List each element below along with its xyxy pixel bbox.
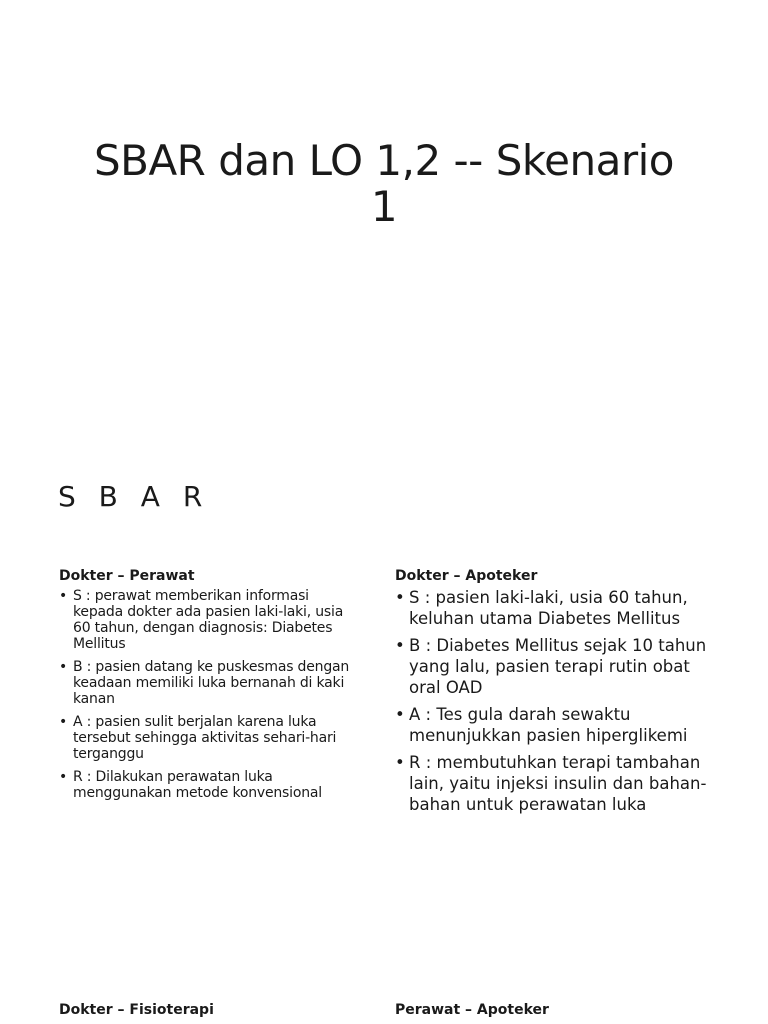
slide-title [0,138,768,230]
left-bullet-list [59,588,359,801]
list-item-text: A : pasien sulit berjalan karena luka tersebut sehingga aktivitas sehari-hari terganggu [73,714,337,762]
right-bullet-list [395,587,725,815]
bullet-icon: • [395,588,405,607]
list-item [395,635,725,698]
bottom-right-heading: Perawat – Apoteker [395,1002,549,1018]
list-item [59,659,359,707]
slide-title-line-2: 1 [370,182,398,232]
right-column [395,567,725,821]
list-item-text: A : Tes gula darah sewaktu menunjukkan pasien hiperglikemi [409,705,688,745]
bottom-left-heading: Dokter – Fisioterapi [59,1002,214,1018]
list-item-text: R : membutuhkan terapi tambahan lain, yaitu injeksi insulin dan bahan-bahan untuk perawatan luka [409,753,707,814]
list-item-text: B : Diabetes Mellitus sejak 10 tahun yang lalu, pasien terapi rutin obat oral OAD [409,636,707,697]
bullet-icon: • [395,705,405,724]
list-item [59,588,359,652]
section-heading-sbar: S B A R [58,480,210,513]
list-item-text: S : pasien laki-laki, usia 60 tahun, keluhan utama Diabetes Mellitus [409,588,688,628]
bullet-icon: • [395,636,405,655]
bullet-icon: • [59,714,68,730]
right-column-heading: Dokter – Apoteker [395,568,538,584]
list-item-text: B : pasien datang ke puskesmas dengan keadaan memiliki luka bernanah di kaki kanan [73,659,350,707]
list-item-text: S : perawat memberikan informasi kepada dokter ada pasien laki-laki, usia 60 tahun, dengan diagnosis: Diabetes Mellitus [73,588,344,652]
left-column [59,567,359,808]
bullet-icon: • [59,659,68,675]
slide-title-line-1: SBAR dan LO 1,2 -- Skenario [93,136,675,186]
list-item [59,769,359,801]
list-item [395,752,725,815]
bullet-icon: • [395,753,405,772]
bullet-icon: • [59,588,68,604]
list-item [59,714,359,762]
left-column-heading: Dokter – Perawat [59,568,195,584]
list-item [395,704,725,746]
bullet-icon: • [59,769,68,785]
list-item [395,587,725,629]
list-item-text: R : Dilakukan perawatan luka menggunakan metode konvensional [73,769,322,801]
